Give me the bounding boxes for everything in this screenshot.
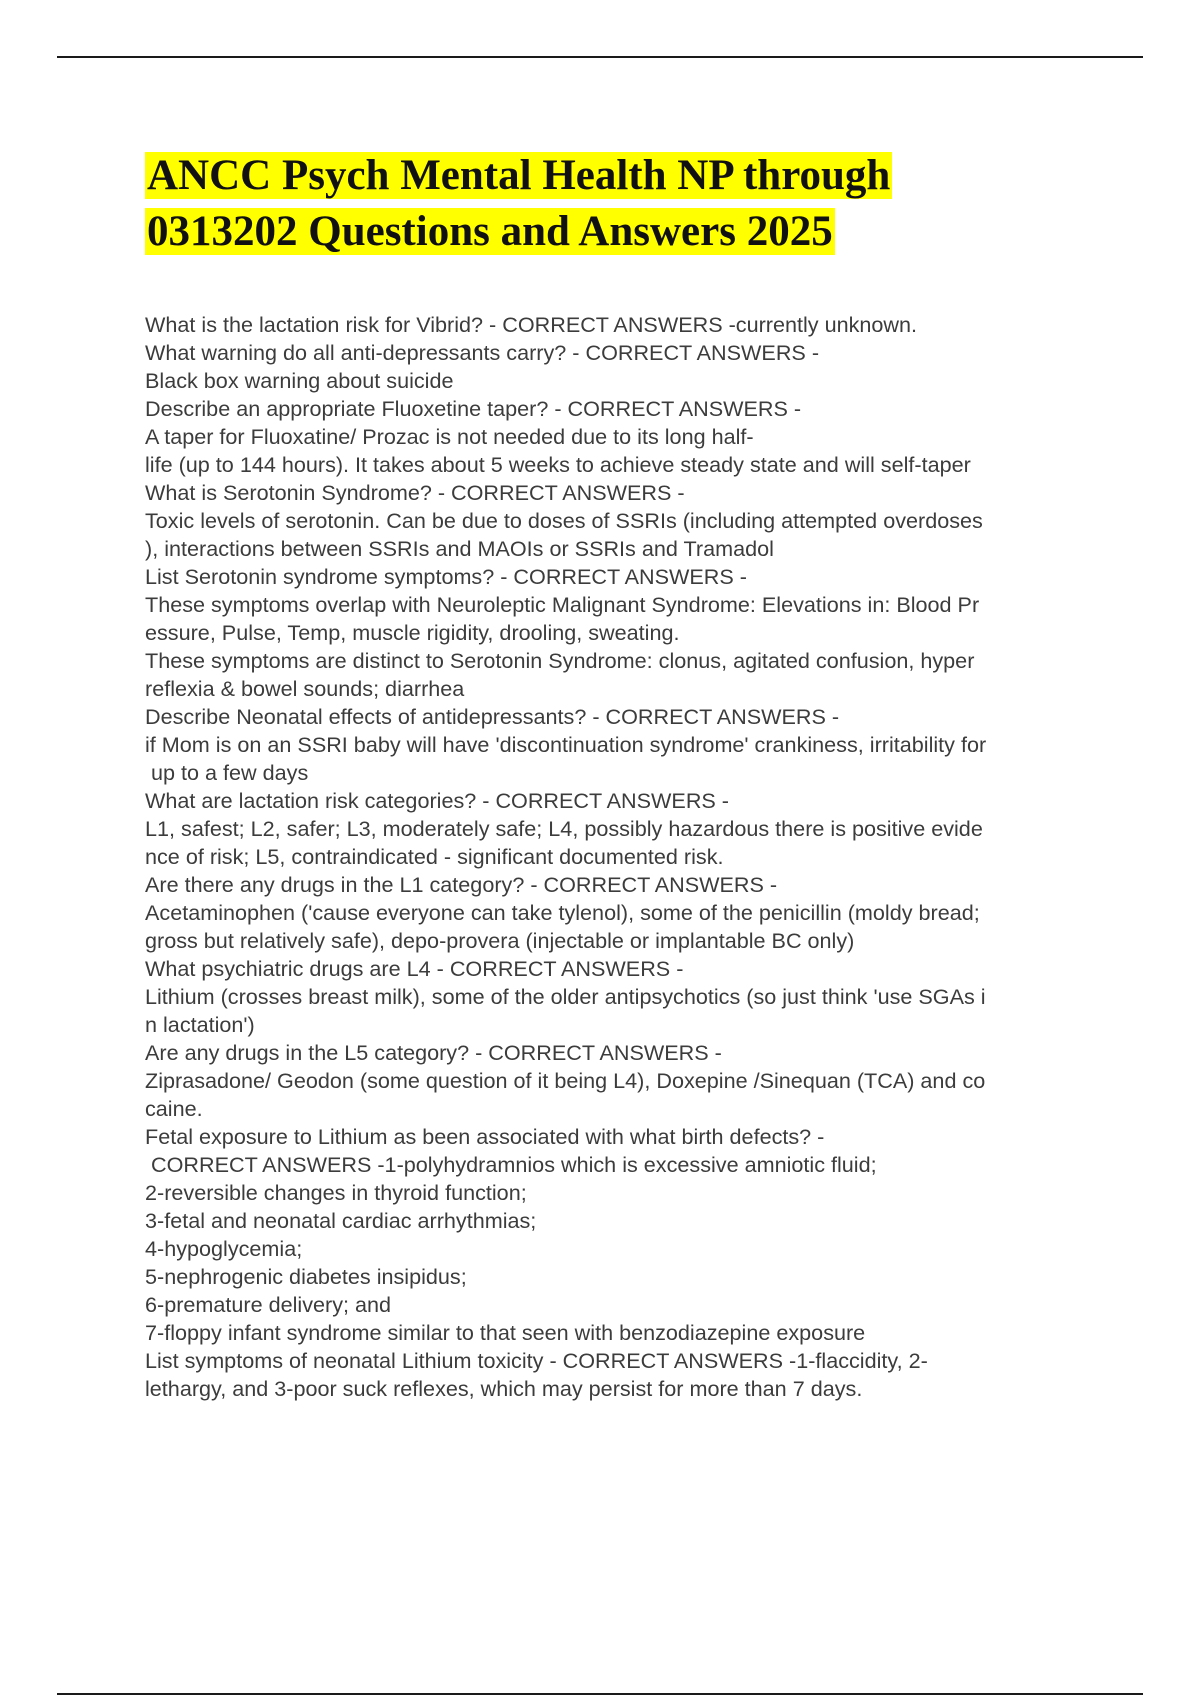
text-line: Fetal exposure to Lithium as been associated with what birth defects? - [145,1124,825,1149]
text-line: if Mom is on an SSRI baby will have 'discontinuation syndrome' crankiness, irritability for [145,732,987,757]
page-title [145,148,1105,260]
text-line: 7-floppy infant syndrome similar to that seen with benzodiazepine exposure [145,1320,866,1345]
text-line: These symptoms overlap with Neuroleptic Malignant Syndrome: Elevations in: Blood Pr [145,592,980,617]
text-line: 2-reversible changes in thyroid function; [145,1180,527,1205]
text-line: ), interactions between SSRIs and MAOIs or SSRIs and Tramadol [145,536,774,561]
text-line: What is the lactation risk for Vibrid? - CORRECT ANSWERS -currently unknown. [145,312,918,337]
text-line: Black box warning about suicide [145,368,454,393]
text-line: 4-hypoglycemia; [145,1236,303,1261]
text-line: 5-nephrogenic diabetes insipidus; [145,1264,467,1289]
text-line: What warning do all anti-depressants carry? - CORRECT ANSWERS - [145,340,820,365]
text-line: 6-premature delivery; and [145,1292,392,1317]
text-line: Describe Neonatal effects of antidepressants? - CORRECT ANSWERS - [145,704,840,729]
text-line: Ziprasadone/ Geodon (some question of it being L4), Doxepine /Sinequan (TCA) and co [145,1068,986,1093]
text-line: Are there any drugs in the L1 category? - CORRECT ANSWERS - [145,872,778,897]
text-line: Lithium (crosses breast milk), some of the older antipsychotics (so just think 'use SGAs i [145,984,986,1009]
text-line: nce of risk; L5, contraindicated - significant documented risk. [145,844,724,869]
text-line: lethargy, and 3-poor suck reflexes, which may persist for more than 7 days. [145,1376,863,1401]
text-line: What are lactation risk categories? - CORRECT ANSWERS - [145,788,730,813]
text-line: What is Serotonin Syndrome? - CORRECT ANSWERS - [145,480,685,505]
text-line: What psychiatric drugs are L4 - CORRECT ANSWERS - [145,956,684,981]
text-line: caine. [145,1096,203,1121]
bottom-rule [57,1693,1143,1695]
text-line: up to a few days [145,760,309,785]
text-line: Toxic levels of serotonin. Can be due to doses of SSRIs (including attempted overdoses [145,508,983,533]
text-line: life (up to 144 hours). It takes about 5 weeks to achieve steady state and will self-taper [145,452,971,477]
text-line: 3-fetal and neonatal cardiac arrhythmias; [145,1208,537,1233]
text-line: These symptoms are distinct to Serotonin Syndrome: clonus, agitated confusion, hyper [145,648,975,673]
text-line: Describe an appropriate Fluoxetine taper? - CORRECT ANSWERS - [145,396,802,421]
title-line-1: ANCC Psych Mental Health NP through [147,152,891,199]
text-line: L1, safest; L2, safer; L3, moderately safe; L4, possibly hazardous there is positive evide [145,816,983,841]
text-line: Acetaminophen ('cause everyone can take tylenol), some of the penicillin (moldy bread; [145,900,980,925]
text-line: n lactation') [145,1012,255,1037]
text-line: A taper for Fluoxatine/ Prozac is not needed due to its long half- [145,424,754,449]
text-line: List Serotonin syndrome symptoms? - CORRECT ANSWERS - [145,564,747,589]
text-line: List symptoms of neonatal Lithium toxicity - CORRECT ANSWERS -1-flaccidity, 2- [145,1348,928,1373]
text-line: essure, Pulse, Temp, muscle rigidity, drooling, sweating. [145,620,680,645]
text-line: CORRECT ANSWERS -1-polyhydramnios which is excessive amniotic fluid; [145,1152,877,1177]
title-line-2: 0313202 Questions and Answers 2025 [147,208,833,255]
text-line: Are any drugs in the L5 category? - CORRECT ANSWERS - [145,1040,722,1065]
text-line: reflexia & bowel sounds; diarrhea [145,676,465,701]
document-body [145,311,1095,1403]
top-rule [57,56,1143,58]
text-line: gross but relatively safe), depo-provera (injectable or implantable BC only) [145,928,855,953]
